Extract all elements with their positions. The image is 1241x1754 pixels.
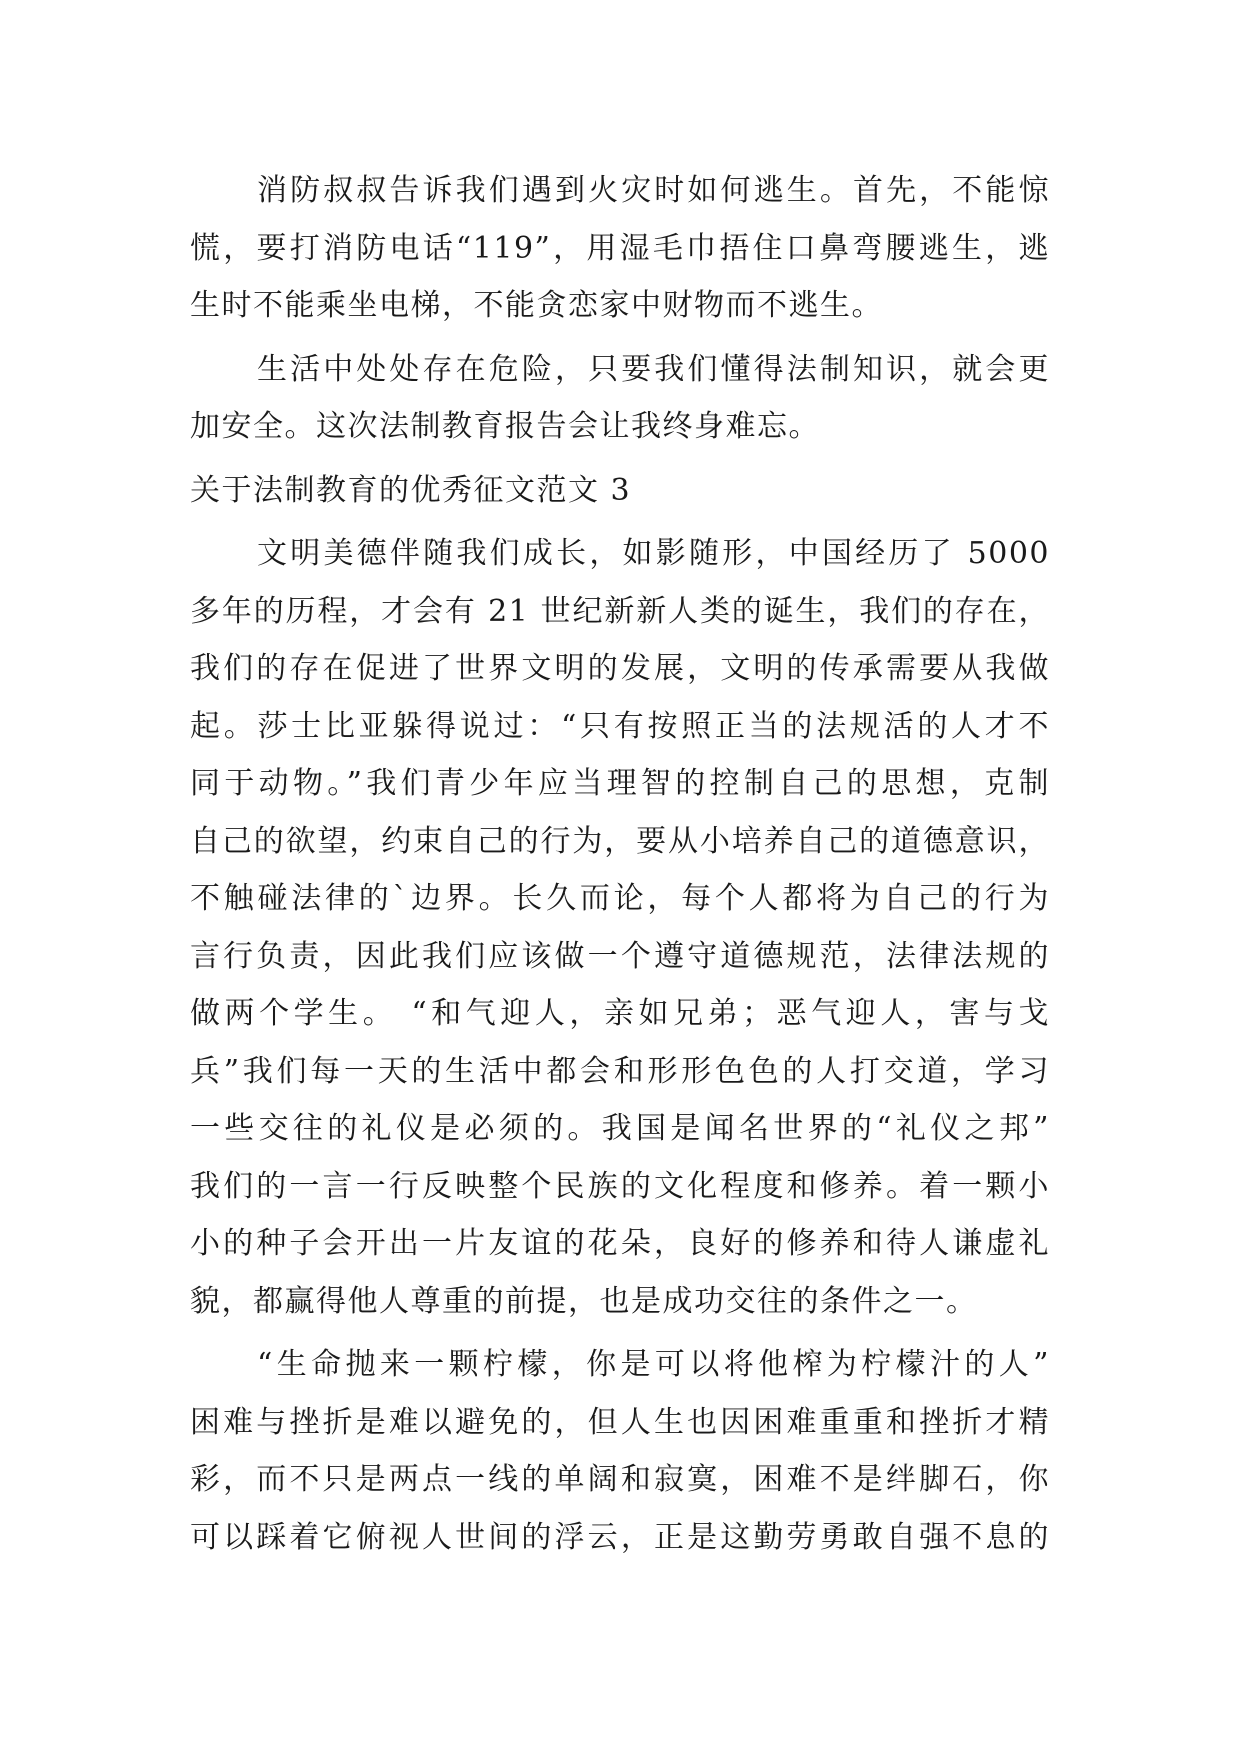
heading-text: 关于法制教育的优秀征文范文 3 xyxy=(190,472,632,508)
text-line: 我们的一言一行反映整个民族的文化程度和修养。着一颗小 xyxy=(190,1168,1050,1204)
text-line: 起。莎士比亚躲得说过：“只有按照正当的法规活的人才不 xyxy=(190,708,1050,744)
text-line: 生活中处处存在危险，只要我们懂得法制知识，就会更 xyxy=(257,351,1050,387)
text-line: 多年的历程，才会有 21 世纪新新人类的诞生，我们的存在， xyxy=(190,593,1050,629)
text-line: 消防叔叔告诉我们遇到火灾时如何逃生。首先，不能惊 xyxy=(257,173,1050,208)
text-line: 慌，要打消防电话“119”，用湿毛巾捂住口鼻弯腰逃生，逃 xyxy=(190,230,1050,266)
text-line: 不触碰法律的`边界。长久而论，每个人都将为自己的行为 xyxy=(190,881,1050,916)
paragraph-lemon xyxy=(190,1336,1050,1566)
paragraph-safety xyxy=(190,341,1050,456)
text-line: 做两个学生。 “和气迎人，亲如兄弟；恶气迎人，害与戈 xyxy=(190,996,1050,1031)
paragraph-fire-escape xyxy=(190,162,1050,335)
text-line: 我们的存在促进了世界文明的发展，文明的传承需要从我做 xyxy=(190,651,1050,686)
text-line: 自己的欲望，约束自己的行为，要从小培养自己的道德意识， xyxy=(190,823,1050,859)
text-line: 文明美德伴随我们成长，如影随形，中国经历了 5000 xyxy=(257,536,1050,571)
text-line: 困难与挫折是难以避免的，但人生也因困难重重和挫折才精 xyxy=(190,1404,1050,1440)
text-line: 貌，都赢得他人尊重的前提，也是成功交往的条件之一。 xyxy=(190,1283,978,1319)
text-line: “生命抛来一颗柠檬，你是可以将他榨为柠檬汁的人” xyxy=(257,1347,1050,1382)
section-heading xyxy=(190,462,1050,520)
text-line: 同于动物。”我们青少年应当理智的控制自己的思想，克制 xyxy=(190,766,1050,801)
text-line: 小的种子会开出一片友谊的花朵，良好的修养和待人谦虚礼 xyxy=(190,1226,1050,1261)
paragraph-civilization xyxy=(190,525,1050,1330)
text-line: 加安全。这次法制教育报告会让我终身难忘。 xyxy=(190,409,820,444)
text-line: 生时不能乘坐电梯，不能贪恋家中财物而不逃生。 xyxy=(190,288,883,323)
text-line: 言行负责，因此我们应该做一个遵守道德规范，法律法规的 xyxy=(190,938,1050,974)
text-line: 一些交往的礼仪是必须的。我国是闻名世界的“礼仪之邦” xyxy=(190,1111,1050,1146)
text-line: 兵”我们每一天的生活中都会和形形色色的人打交道，学习 xyxy=(190,1053,1050,1089)
text-line: 彩，而不只是两点一线的单阔和寂寞，困难不是绊脚石，你 xyxy=(190,1462,1050,1497)
text-line: 可以踩着它俯视人世间的浮云，正是这勤劳勇敢自强不息的 xyxy=(190,1519,1050,1555)
document-body xyxy=(190,162,1050,1572)
